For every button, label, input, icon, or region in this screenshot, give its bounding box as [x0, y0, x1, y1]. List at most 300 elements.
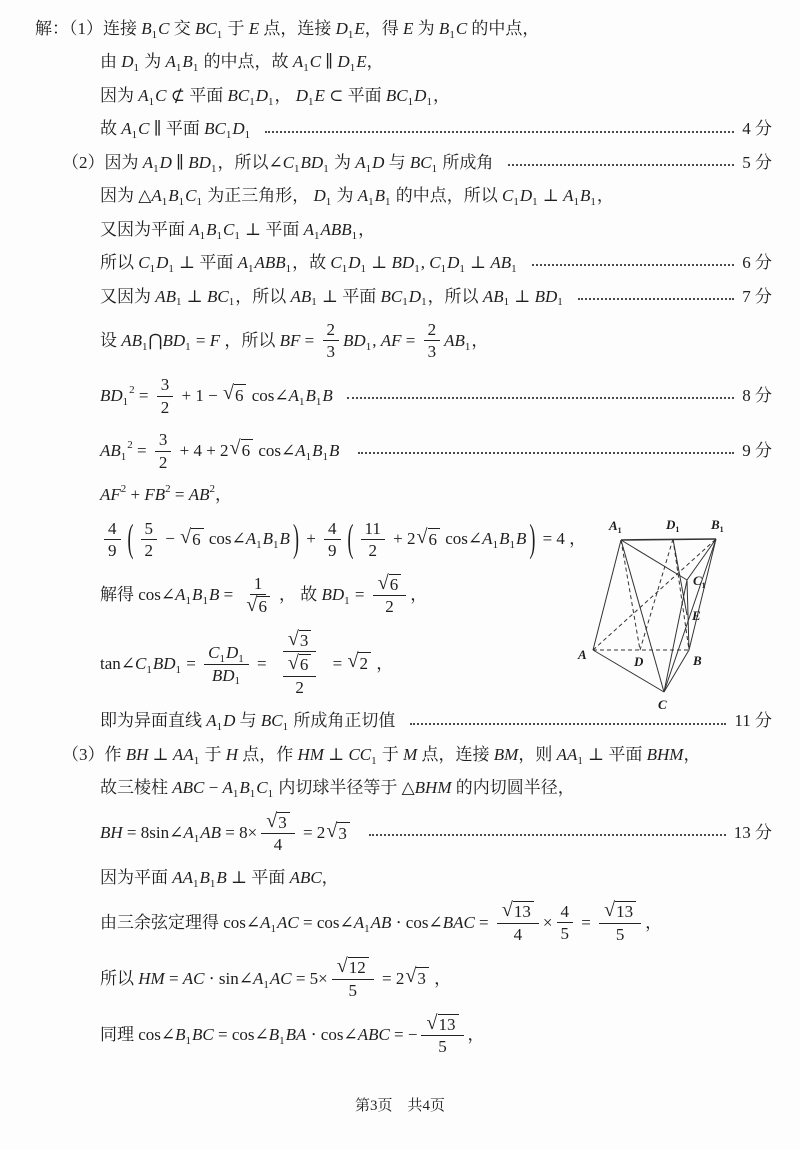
- text-run: ⊥ 平面: [174, 253, 238, 273]
- fraction-numerator: [497, 901, 539, 924]
- radicand: [337, 822, 350, 845]
- text-run: 4: [273, 835, 283, 855]
- text-run: ⊥ 平面: [226, 867, 290, 887]
- radicand: [416, 967, 429, 990]
- text-run: cos∠: [441, 529, 483, 549]
- subscript: 1: [234, 675, 241, 688]
- text-run: =: [328, 653, 347, 673]
- math-variable: B: [438, 19, 450, 38]
- text-run: ⊥: [510, 286, 535, 306]
- radical-sign: √: [377, 571, 389, 594]
- solution-line-3: [0, 85, 800, 107]
- fraction-denominator: [104, 540, 121, 561]
- text-run: = 2: [298, 823, 326, 843]
- text-run: ，: [358, 219, 376, 239]
- dot-leader: [410, 721, 727, 725]
- text-run: ∥: [171, 152, 189, 172]
- subscript: 1: [509, 539, 515, 552]
- text-run: 点，作: [237, 744, 298, 764]
- figure-label-C: C: [658, 697, 667, 712]
- math-variable: BD: [534, 286, 558, 306]
- text-run: ⋅ cos∠: [306, 1024, 358, 1044]
- figure-edge-A1-B1: [621, 539, 716, 540]
- fraction: [361, 519, 385, 561]
- dot-leader: [508, 162, 735, 166]
- subscript: 1: [414, 263, 420, 276]
- figure-label-D: D: [634, 654, 644, 669]
- text-run: cos∠: [204, 529, 246, 549]
- fraction: [332, 957, 374, 1000]
- math-variable: A: [175, 585, 186, 605]
- sqrt-radical: [287, 627, 312, 651]
- text-run: ,: [420, 253, 430, 273]
- text-run: 为: [140, 52, 166, 72]
- text-run: 4: [328, 518, 337, 538]
- fraction-numerator: [421, 1011, 463, 1037]
- subscript: 1: [149, 263, 156, 276]
- radicand: [277, 812, 290, 833]
- text-run: 6: [241, 441, 251, 461]
- math-variable: C: [138, 119, 150, 139]
- dot-leader: [358, 450, 734, 454]
- superscript: 2: [129, 383, 135, 396]
- math-variable: D: [447, 253, 460, 273]
- math-variable: C: [256, 778, 268, 798]
- subscript: 1: [385, 196, 391, 209]
- radical-sign: √: [604, 899, 616, 922]
- text-run: ，所以∠: [217, 152, 283, 172]
- fraction: [323, 320, 340, 362]
- radicand: [348, 957, 369, 978]
- superscript: 2: [165, 483, 171, 496]
- sqrt-radical: [326, 819, 350, 845]
- text-run: 的中点，: [467, 19, 540, 38]
- prism-figure: [576, 500, 752, 720]
- figure-label-E: E: [692, 608, 701, 623]
- math-variable: AB: [290, 286, 312, 306]
- text-run: 解：（1）连接: [35, 19, 142, 38]
- fraction: [155, 430, 172, 472]
- math-variable: BC: [385, 85, 408, 105]
- math-variable: A: [292, 52, 304, 72]
- text-run: −: [204, 778, 223, 798]
- text-run: 点，连接: [417, 744, 494, 764]
- math-variable: A: [189, 219, 200, 239]
- text-run: 9: [108, 541, 117, 561]
- solution-line-7: [0, 219, 800, 241]
- text-run: ，所以: [235, 286, 291, 306]
- solution-line-1: [0, 18, 800, 40]
- math-variable: ABC: [172, 778, 205, 798]
- radicand: [358, 652, 371, 675]
- text-run: ×: [542, 912, 553, 932]
- subscript: 1: [365, 340, 372, 353]
- math-variable: AB: [100, 440, 121, 460]
- solution-line-24: [0, 1013, 800, 1058]
- subscript: 1: [314, 229, 320, 242]
- radical-sign: √: [416, 525, 428, 548]
- math-variable: FB: [144, 485, 166, 505]
- fraction: [204, 643, 249, 688]
- text-run: 于: [223, 19, 249, 38]
- math-variable: E: [314, 85, 325, 105]
- math-variable: B: [192, 585, 203, 605]
- text-run: 1: [253, 573, 263, 593]
- math-variable: BHM: [414, 778, 452, 798]
- subscript: 1: [351, 229, 358, 242]
- text-run: =: [350, 585, 369, 605]
- text-run: 2: [385, 597, 394, 617]
- text-run: 3: [427, 342, 437, 362]
- solution-line-20: [0, 811, 800, 856]
- text-run: +: [301, 529, 321, 549]
- math-variable: BH: [100, 823, 123, 843]
- math-variable: F: [209, 330, 221, 350]
- subscript: 1: [513, 196, 519, 209]
- text-run: ，: [683, 744, 701, 764]
- text-run: 6: [258, 597, 267, 617]
- math-variable: BC: [194, 19, 217, 38]
- math-variable: BD: [343, 330, 366, 350]
- subscript: 1: [364, 922, 370, 935]
- math-variable: BD: [152, 653, 176, 673]
- text-run: [564, 286, 568, 308]
- solution-line-9: [0, 286, 800, 308]
- subscript: 1: [185, 595, 192, 608]
- text-run: ⋅ cos∠: [391, 912, 443, 932]
- text-run: 2: [326, 319, 336, 339]
- text-run: ，: [429, 968, 452, 988]
- sqrt-radical: [223, 384, 247, 407]
- fraction: [241, 574, 275, 617]
- text-run: 13: [616, 902, 634, 922]
- math-variable: AF: [100, 485, 121, 505]
- text-run: 11: [364, 518, 381, 538]
- text-run: ，: [366, 52, 384, 72]
- subscript: 1: [349, 62, 356, 75]
- fraction: [283, 654, 317, 697]
- solution-line-10: [0, 319, 800, 363]
- subscript: 1: [285, 263, 292, 276]
- text-run: ∥ 平面: [149, 119, 205, 139]
- subscript: 1: [268, 95, 274, 108]
- math-variable: B: [580, 186, 591, 206]
- text-run: 的中点，故: [199, 52, 293, 72]
- text-run: 5: [348, 980, 357, 1000]
- text-run: ⋅ sin∠: [204, 968, 253, 988]
- text-run: 为: [413, 19, 439, 38]
- math-variable: AB: [482, 286, 504, 306]
- subscript: 1: [282, 721, 289, 734]
- math-variable: B: [499, 529, 510, 549]
- subscript: 1: [234, 229, 240, 242]
- text-run: ⊥: [148, 744, 173, 764]
- figure-edge-A1-D: [621, 540, 640, 650]
- subscript: 1: [315, 395, 322, 408]
- text-run: ⊥: [182, 286, 208, 306]
- fraction-denominator: [208, 665, 245, 686]
- text-run: 9: [328, 541, 337, 561]
- text-run: 2: [160, 397, 170, 417]
- radicand: [299, 654, 312, 675]
- text-run: 2: [144, 541, 153, 561]
- solution-line-2: [0, 51, 800, 73]
- subscript: 1: [244, 129, 251, 142]
- math-variable: BAC: [442, 912, 475, 932]
- figure-edge-D1-B: [673, 539, 689, 650]
- text-run: 3: [326, 342, 336, 362]
- math-variable: B: [329, 440, 340, 460]
- text-run: 由: [100, 52, 122, 72]
- math-variable: AB: [370, 912, 392, 932]
- fraction: [261, 809, 295, 855]
- figure-edge-B1-C: [664, 539, 716, 692]
- subscript: 1: [248, 263, 254, 276]
- subscript: 1: [440, 263, 447, 276]
- math-variable: A: [245, 529, 257, 549]
- dot-leader: [532, 262, 734, 266]
- text-run: =: [164, 968, 183, 988]
- subscript: 1: [365, 162, 372, 175]
- subscript: 1: [148, 95, 155, 108]
- math-variable: A: [206, 711, 217, 731]
- radical-sign: √: [347, 650, 359, 673]
- subscript: 1: [325, 196, 332, 209]
- subscript: 1: [459, 263, 465, 276]
- fraction-numerator: [250, 574, 267, 596]
- text-run: ⊥ 平面: [317, 286, 381, 306]
- math-variable: C: [455, 19, 468, 38]
- math-variable: AC: [182, 968, 205, 988]
- text-run: ，: [215, 485, 233, 505]
- math-variable: AC: [277, 912, 299, 932]
- score-label: 8 分: [742, 385, 772, 405]
- subscript: 1: [225, 129, 232, 142]
- radical-sign: √: [180, 525, 192, 548]
- math-variable: D: [295, 85, 309, 105]
- text-run: 点，连接: [259, 19, 336, 38]
- text-run: 13: [438, 1014, 456, 1034]
- radicand: [234, 384, 247, 407]
- math-variable: A: [121, 119, 132, 139]
- solution-line-18: [0, 744, 800, 766]
- text-run: 为: [329, 152, 356, 172]
- subscript: 1: [142, 340, 148, 353]
- figure-edge-D1-D: [640, 539, 673, 650]
- text-run: ⊄ 平面: [166, 85, 228, 105]
- math-variable: AF: [380, 330, 402, 350]
- text-run: =: [252, 653, 271, 673]
- math-variable: BD: [162, 330, 186, 350]
- fraction: [275, 627, 325, 699]
- subscript: 1: [371, 754, 377, 767]
- subscript: 1: [176, 296, 182, 309]
- subscript: 1: [347, 28, 354, 41]
- text-run: cos∠: [254, 440, 296, 460]
- sqrt-radical: [502, 901, 534, 922]
- radicand: [615, 901, 636, 922]
- subscript: 1: [175, 62, 182, 75]
- text-run: ，所以: [427, 286, 483, 306]
- radical-sign: √: [246, 594, 258, 617]
- fraction-denominator: [557, 923, 574, 944]
- math-variable: AB: [155, 286, 177, 306]
- text-run: 同理 cos∠: [100, 1024, 176, 1044]
- math-variable: BF: [279, 330, 301, 350]
- text-run: 12: [348, 958, 366, 978]
- fraction-denominator: [155, 452, 172, 473]
- math-variable: B: [199, 867, 210, 887]
- radical-sign: √: [222, 382, 234, 405]
- fraction-denominator: [141, 540, 158, 561]
- math-variable: AB: [188, 485, 210, 505]
- text-run: =: [134, 385, 153, 405]
- text-run: 5: [438, 1037, 447, 1057]
- text-run: 的中点，所以: [391, 186, 503, 206]
- subscript: 1: [402, 296, 408, 309]
- text-run: 3: [417, 969, 426, 989]
- text-run: [251, 118, 255, 140]
- text-run: = cos∠: [298, 912, 354, 932]
- text-run: 因为平面: [100, 867, 173, 887]
- text-run: ⊥ 平面: [583, 744, 647, 764]
- fraction-denominator: [345, 980, 362, 1001]
- subscript: 1: [232, 788, 239, 801]
- subscript: 1: [249, 788, 256, 801]
- math-variable: C: [158, 19, 170, 38]
- text-run: [518, 252, 522, 274]
- math-variable: D: [313, 186, 326, 206]
- text-run: 6: [299, 655, 309, 675]
- text-run: 因为 △: [100, 186, 152, 206]
- math-variable: D: [335, 19, 348, 38]
- math-variable: BC: [192, 1024, 214, 1044]
- math-variable: BD: [321, 585, 345, 605]
- text-run: 与: [235, 711, 261, 731]
- math-variable: AB: [490, 253, 512, 273]
- subscript: 1: [193, 877, 199, 890]
- math-variable: A: [482, 529, 493, 549]
- text-run: = −: [389, 1024, 418, 1044]
- subscript: 1: [573, 196, 580, 209]
- text-run: ，: [410, 585, 428, 605]
- math-variable: D: [223, 711, 236, 731]
- fraction: [324, 519, 341, 561]
- text-run: = cos∠: [213, 1024, 269, 1044]
- subscript: 1: [368, 196, 374, 209]
- math-variable: A: [252, 968, 264, 988]
- text-run: 所以: [100, 253, 139, 273]
- math-variable: AA: [172, 744, 194, 764]
- dot-leader: [578, 296, 734, 300]
- math-variable: B: [141, 19, 152, 38]
- math-variable: B: [175, 1024, 186, 1044]
- math-variable: D: [225, 643, 239, 663]
- text-run: ， 故: [278, 585, 322, 605]
- math-variable: A: [295, 440, 306, 460]
- text-run: ，则: [518, 744, 557, 764]
- text-run: ，: [371, 653, 394, 673]
- text-run: = 8×: [221, 823, 258, 843]
- sqrt-radical: [180, 525, 204, 551]
- text-run: =: [401, 330, 420, 350]
- math-variable: C: [135, 653, 147, 673]
- text-run: ，所以: [220, 330, 280, 350]
- subscript: 1: [209, 877, 216, 890]
- radical-sign: √: [326, 819, 338, 842]
- text-run: 的内切圆半径，: [451, 778, 575, 798]
- text-run: 6: [234, 386, 244, 406]
- text-run: ，: [432, 85, 450, 105]
- dot-leader: [347, 395, 734, 399]
- text-run: 5: [560, 924, 569, 944]
- fraction-numerator: [361, 519, 385, 541]
- fraction: [157, 375, 174, 417]
- math-variable: BM: [493, 744, 519, 764]
- text-run: 故: [100, 119, 122, 139]
- subscript: 1: [279, 1034, 285, 1047]
- text-run: ⊥: [465, 253, 491, 273]
- subscript: 1: [464, 340, 471, 353]
- subscript: 1: [532, 196, 538, 209]
- superscript: 2: [120, 483, 127, 496]
- subscript: 1: [175, 663, 182, 676]
- math-variable: AB: [200, 823, 222, 843]
- math-variable: B: [208, 585, 220, 605]
- math-variable: A: [303, 219, 315, 239]
- subscript: 1: [270, 922, 277, 935]
- text-run: =: [474, 912, 493, 932]
- page-footer: 第3页 共4页: [354, 1098, 445, 1114]
- math-variable: C: [502, 186, 514, 206]
- math-variable: A: [563, 186, 574, 206]
- solution-line-11: [0, 374, 800, 418]
- text-run: =: [300, 330, 319, 350]
- math-variable: CC: [348, 744, 372, 764]
- math-variable: B: [305, 385, 316, 405]
- text-run: 与: [384, 152, 410, 172]
- math-variable: C: [330, 253, 342, 273]
- math-variable: BC: [260, 711, 283, 731]
- math-variable: B: [182, 52, 193, 72]
- math-variable: BD: [100, 385, 123, 405]
- math-variable: C: [138, 253, 150, 273]
- math-variable: BD: [391, 253, 415, 273]
- text-run: 3: [338, 823, 347, 843]
- fraction: [373, 571, 407, 617]
- figure-label-C1: $C_1$: [693, 573, 706, 590]
- text-run: = 5×: [291, 968, 328, 988]
- fraction-numerator: [261, 809, 295, 835]
- subscript: 1: [210, 162, 217, 175]
- subscript: 1: [449, 28, 455, 41]
- fraction-numerator: [324, 519, 341, 541]
- subscript: 1: [199, 229, 206, 242]
- text-run: 13: [513, 902, 531, 922]
- subscript: 1: [492, 539, 499, 552]
- math-variable: A: [355, 152, 366, 172]
- text-run: 为正三角形，: [202, 186, 314, 206]
- fraction-numerator: [155, 430, 172, 452]
- subscript: 1: [238, 652, 244, 665]
- text-run: 2: [368, 541, 377, 561]
- subscript: 1: [193, 754, 200, 767]
- radical-sign: √: [287, 627, 299, 650]
- text-run: 3: [160, 375, 170, 395]
- math-variable: D: [121, 52, 134, 72]
- subscript: 1: [426, 95, 432, 108]
- text-run: 解得 cos∠: [100, 585, 176, 605]
